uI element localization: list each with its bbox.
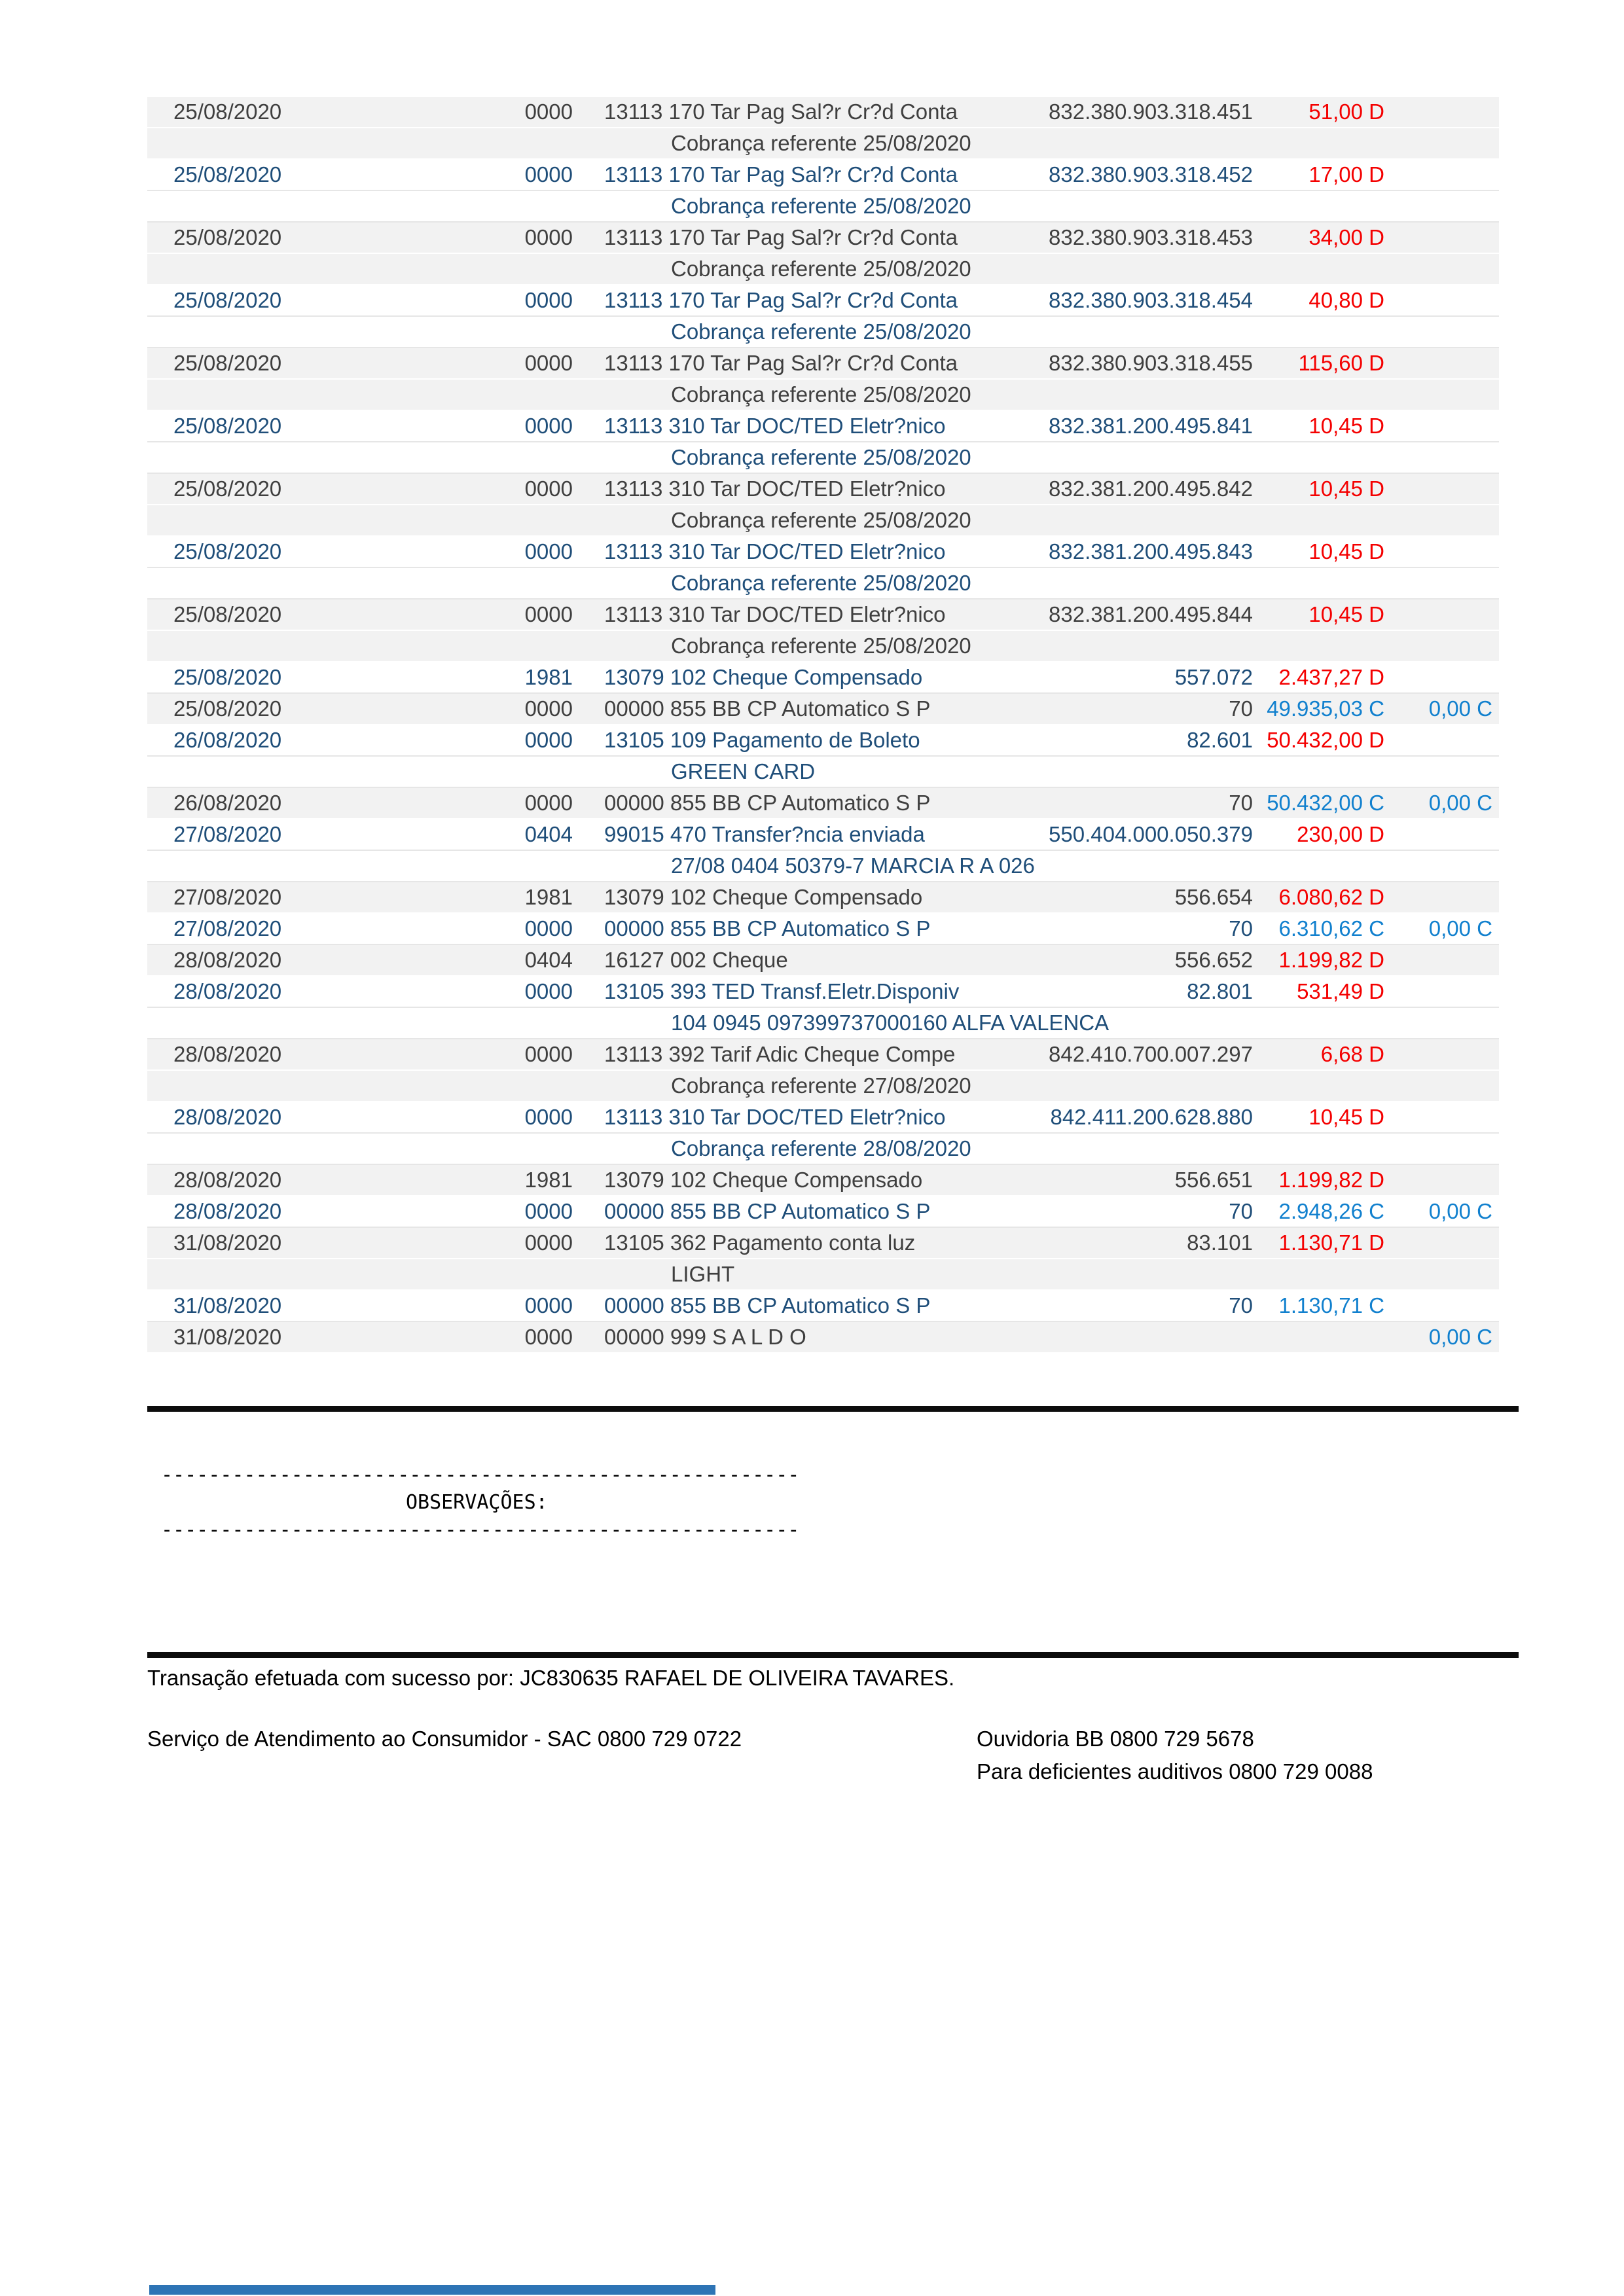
cell-description: 13113 170 Tar Pag Sal?r Cr?d Conta — [604, 288, 958, 312]
cell-date: 25/08/2020 — [173, 162, 282, 187]
cell-balance — [1391, 600, 1492, 630]
cell-amount: 1.199,82 D — [1278, 1168, 1384, 1192]
table-note-row — [147, 442, 1499, 474]
cell-date: 25/08/2020 — [173, 539, 282, 564]
cell-document-number: 832.381.200.495.844 — [1049, 602, 1253, 626]
cell-date: 28/08/2020 — [173, 948, 282, 972]
table-note-row — [147, 851, 1499, 882]
cell-note-text: Cobrança referente 25/08/2020 — [671, 571, 971, 595]
cell-note-text: Cobrança referente 28/08/2020 — [671, 1136, 971, 1160]
cell-date: 28/08/2020 — [173, 979, 282, 1003]
cell-note-text: Cobrança referente 25/08/2020 — [671, 508, 971, 532]
cell-document-number: 70 — [1229, 1199, 1253, 1223]
cell-description: 00000 855 BB CP Automatico S P — [604, 916, 931, 941]
cell-date: 25/08/2020 — [173, 696, 282, 721]
cell-description: 99015 470 Transfer?ncia enviada — [604, 822, 925, 846]
cell-date: 31/08/2020 — [173, 1325, 282, 1349]
table-row — [147, 788, 1499, 819]
table-note-row — [147, 568, 1499, 600]
cell-balance — [1391, 474, 1492, 504]
cell-document-number: 832.380.903.318.451 — [1049, 99, 1253, 124]
cell-amount: 49.935,03 C — [1267, 696, 1384, 721]
cell-agency: 0000 — [524, 162, 573, 187]
deaf-phone-line: Para deficientes auditivos 0800 729 0088 — [977, 1759, 1373, 1784]
cell-date: 25/08/2020 — [173, 476, 282, 501]
cell-agency: 1981 — [524, 665, 573, 689]
cell-note-text: Cobrança referente 25/08/2020 — [671, 194, 971, 218]
cell-balance — [1391, 348, 1492, 378]
cell-document-number: 832.380.903.318.455 — [1049, 351, 1253, 375]
cell-agency: 1981 — [524, 885, 573, 909]
cell-amount: 10,45 D — [1308, 476, 1384, 501]
cell-document-number: 70 — [1229, 916, 1253, 941]
cell-agency: 0000 — [524, 1199, 573, 1223]
cell-date: 25/08/2020 — [173, 225, 282, 249]
cell-agency: 0000 — [524, 414, 573, 438]
table-row — [147, 474, 1499, 505]
cell-balance — [1391, 537, 1492, 567]
cell-note-text: LIGHT — [671, 1262, 735, 1286]
cell-amount: 10,45 D — [1308, 1105, 1384, 1129]
cell-description: 13079 102 Cheque Compensado — [604, 885, 923, 909]
table-row — [147, 97, 1499, 128]
table-row — [147, 945, 1499, 977]
cell-note-text: Cobrança referente 25/08/2020 — [671, 382, 971, 406]
cell-amount: 6,68 D — [1320, 1042, 1384, 1066]
cell-agency: 1981 — [524, 1168, 573, 1192]
table-row — [147, 160, 1499, 191]
cell-document-number: 557.072 — [1174, 665, 1253, 689]
cell-amount: 6.080,62 D — [1278, 885, 1384, 909]
table-row — [147, 1102, 1499, 1134]
cell-note-text: GREEN CARD — [671, 759, 816, 783]
cell-description: 13113 310 Tar DOC/TED Eletr?nico — [604, 414, 946, 438]
table-note-row — [147, 128, 1499, 160]
cell-date: 28/08/2020 — [173, 1199, 282, 1223]
bottom-accent-bar — [149, 2285, 715, 2295]
transactions-table — [147, 97, 1499, 1354]
cell-amount: 10,45 D — [1308, 602, 1384, 626]
cell-amount: 17,00 D — [1308, 162, 1384, 187]
table-row — [147, 819, 1499, 851]
cell-document-number: 556.654 — [1174, 885, 1253, 909]
cell-description: 13113 392 Tarif Adic Cheque Compe — [604, 1042, 956, 1066]
cell-document-number: 70 — [1229, 791, 1253, 815]
table-note-row — [147, 1071, 1499, 1102]
cell-balance — [1391, 662, 1492, 692]
cell-note-text: Cobrança referente 25/08/2020 — [671, 445, 971, 469]
cell-note-text: Cobrança referente 25/08/2020 — [671, 634, 971, 658]
cell-note-text: Cobrança referente 25/08/2020 — [671, 257, 971, 281]
cell-description: 13113 170 Tar Pag Sal?r Cr?d Conta — [604, 162, 958, 187]
cell-agency: 0000 — [524, 476, 573, 501]
table-row — [147, 537, 1499, 568]
cell-description: 13113 170 Tar Pag Sal?r Cr?d Conta — [604, 351, 958, 375]
cell-balance: 0,00 C — [1428, 1325, 1492, 1349]
cell-note-text: 27/08 0404 50379-7 MARCIA R A 026 — [671, 853, 1035, 878]
ouvidoria-phone-line: Ouvidoria BB 0800 729 5678 — [977, 1727, 1254, 1751]
cell-balance — [1391, 882, 1492, 912]
cell-date: 25/08/2020 — [173, 414, 282, 438]
cell-balance — [1391, 945, 1492, 975]
cell-description: 13079 102 Cheque Compensado — [604, 1168, 923, 1192]
cell-document-number: 832.380.903.318.454 — [1049, 288, 1253, 312]
cell-date: 31/08/2020 — [173, 1230, 282, 1255]
cell-note-text: Cobrança referente 25/08/2020 — [671, 131, 971, 155]
cell-amount: 6.310,62 C — [1278, 916, 1384, 941]
table-row — [147, 662, 1499, 694]
cell-description: 13113 310 Tar DOC/TED Eletr?nico — [604, 476, 946, 501]
cell-document-number: 82.601 — [1187, 728, 1253, 752]
cell-date: 28/08/2020 — [173, 1042, 282, 1066]
cell-date: 26/08/2020 — [173, 728, 282, 752]
table-row — [147, 914, 1499, 945]
cell-agency: 0000 — [524, 728, 573, 752]
transaction-success-message: Transação efetuada com sucesso por: JC830635 RAFAEL DE OLIVEIRA TAVARES. — [147, 1666, 955, 1690]
cell-agency: 0000 — [524, 1105, 573, 1129]
cell-date: 25/08/2020 — [173, 665, 282, 689]
cell-date: 31/08/2020 — [173, 1293, 282, 1318]
cell-amount: 34,00 D — [1308, 225, 1384, 249]
cell-agency: 0000 — [524, 979, 573, 1003]
cell-balance — [1391, 725, 1492, 755]
cell-date: 25/08/2020 — [173, 351, 282, 375]
cell-agency: 0000 — [524, 1042, 573, 1066]
cell-amount: 50.432,00 D — [1267, 728, 1384, 752]
cell-agency: 0000 — [524, 791, 573, 815]
cell-agency: 0000 — [524, 288, 573, 312]
cell-balance: 0,00 C — [1428, 1199, 1492, 1223]
table-row — [147, 600, 1499, 631]
cell-note-text: 104 0945 097399737000160 ALFA VALENCA — [671, 1011, 1110, 1035]
table-row — [147, 1291, 1499, 1322]
cell-description: 13105 393 TED Transf.Eletr.Disponiv — [604, 979, 960, 1003]
cell-amount: 2.948,26 C — [1278, 1199, 1384, 1223]
cell-balance — [1391, 1291, 1492, 1321]
cell-document-number: 550.404.000.050.379 — [1049, 822, 1253, 846]
observations-dash-bottom: ------------------------------------------------------ — [161, 1518, 800, 1541]
cell-document-number: 82.801 — [1187, 979, 1253, 1003]
cell-date: 25/08/2020 — [173, 288, 282, 312]
cell-balance — [1391, 977, 1492, 1007]
cell-agency: 0000 — [524, 916, 573, 941]
table-row — [147, 1039, 1499, 1071]
cell-document-number: 832.380.903.318.453 — [1049, 225, 1253, 249]
cell-amount: 230,00 D — [1297, 822, 1384, 846]
cell-note-text: Cobrança referente 25/08/2020 — [671, 319, 971, 344]
cell-date: 28/08/2020 — [173, 1105, 282, 1129]
cell-description: 13113 310 Tar DOC/TED Eletr?nico — [604, 602, 946, 626]
cell-agency: 0000 — [524, 351, 573, 375]
table-row — [147, 1165, 1499, 1196]
cell-balance: 0,00 C — [1428, 791, 1492, 815]
cell-date: 25/08/2020 — [173, 602, 282, 626]
cell-description: 13105 109 Pagamento de Boleto — [604, 728, 920, 752]
table-note-row — [147, 254, 1499, 285]
cell-balance — [1391, 1102, 1492, 1132]
table-row — [147, 725, 1499, 757]
cell-amount: 1.130,71 C — [1278, 1293, 1384, 1318]
cell-document-number: 83.101 — [1187, 1230, 1253, 1255]
cell-document-number: 832.381.200.495.843 — [1049, 539, 1253, 564]
cell-document-number: 556.652 — [1174, 948, 1253, 972]
cell-balance — [1391, 97, 1492, 127]
cell-agency: 0000 — [524, 1293, 573, 1318]
cell-description: 13113 170 Tar Pag Sal?r Cr?d Conta — [604, 225, 958, 249]
table-note-row — [147, 1134, 1499, 1165]
table-note-row — [147, 191, 1499, 223]
cell-description: 13105 362 Pagamento conta luz — [604, 1230, 916, 1255]
cell-description: 13113 310 Tar DOC/TED Eletr?nico — [604, 1105, 946, 1129]
cell-document-number: 70 — [1229, 1293, 1253, 1318]
cell-agency: 0000 — [524, 602, 573, 626]
cell-balance — [1391, 160, 1492, 190]
cell-amount: 1.130,71 D — [1278, 1230, 1384, 1255]
cell-amount: 2.437,27 D — [1278, 665, 1384, 689]
table-bottom-rule — [147, 1406, 1519, 1412]
cell-balance — [1391, 1165, 1492, 1195]
table-row — [147, 694, 1499, 725]
cell-agency: 0000 — [524, 99, 573, 124]
cell-description: 00000 855 BB CP Automatico S P — [604, 791, 931, 815]
cell-amount: 10,45 D — [1308, 414, 1384, 438]
cell-agency: 0000 — [524, 1325, 573, 1349]
table-note-row — [147, 631, 1499, 662]
table-note-row — [147, 380, 1499, 411]
cell-balance — [1391, 1039, 1492, 1069]
table-row — [147, 1196, 1499, 1228]
cell-date: 25/08/2020 — [173, 99, 282, 124]
cell-agency: 0404 — [524, 822, 573, 846]
table-row — [147, 411, 1499, 442]
footer-rule — [147, 1652, 1519, 1658]
table-row — [147, 1228, 1499, 1259]
cell-balance — [1391, 285, 1492, 315]
cell-note-text: Cobrança referente 27/08/2020 — [671, 1073, 971, 1098]
cell-amount: 10,45 D — [1308, 539, 1384, 564]
table-row — [147, 977, 1499, 1008]
table-row — [147, 882, 1499, 914]
cell-document-number: 842.411.200.628.880 — [1050, 1105, 1253, 1129]
cell-description: 00000 855 BB CP Automatico S P — [604, 696, 931, 721]
table-note-row — [147, 317, 1499, 348]
cell-amount: 50.432,00 C — [1267, 791, 1384, 815]
cell-description: 00000 855 BB CP Automatico S P — [604, 1293, 931, 1318]
table-row — [147, 285, 1499, 317]
cell-document-number: 556.651 — [1174, 1168, 1253, 1192]
cell-agency: 0000 — [524, 225, 573, 249]
cell-document-number — [933, 1322, 1253, 1352]
cell-description: 00000 855 BB CP Automatico S P — [604, 1199, 931, 1223]
cell-agency: 0404 — [524, 948, 573, 972]
sac-phone-line: Serviço de Atendimento ao Consumidor - SAC 0800 729 0722 — [147, 1727, 742, 1751]
cell-amount: 40,80 D — [1308, 288, 1384, 312]
cell-date: 27/08/2020 — [173, 916, 282, 941]
cell-date: 27/08/2020 — [173, 885, 282, 909]
table-note-row — [147, 1008, 1499, 1039]
cell-date: 27/08/2020 — [173, 822, 282, 846]
cell-amount: 115,60 D — [1298, 351, 1384, 375]
cell-description: 16127 002 Cheque — [604, 948, 788, 972]
cell-description: 13079 102 Cheque Compensado — [604, 665, 923, 689]
table-note-row — [147, 505, 1499, 537]
cell-amount: 1.199,82 D — [1278, 948, 1384, 972]
table-row — [147, 223, 1499, 254]
cell-amount: 51,00 D — [1308, 99, 1384, 124]
cell-date: 28/08/2020 — [173, 1168, 282, 1192]
cell-balance — [1391, 411, 1492, 441]
cell-description: 13113 170 Tar Pag Sal?r Cr?d Conta — [604, 99, 958, 124]
cell-document-number: 70 — [1229, 696, 1253, 721]
cell-document-number: 832.381.200.495.842 — [1049, 476, 1253, 501]
table-note-row — [147, 757, 1499, 788]
cell-balance: 0,00 C — [1428, 916, 1492, 941]
cell-balance — [1391, 819, 1492, 850]
cell-amount — [1227, 1322, 1384, 1352]
cell-balance — [1391, 1228, 1492, 1258]
cell-agency: 0000 — [524, 696, 573, 721]
observations-dash-top: ------------------------------------------------------ — [161, 1463, 800, 1486]
cell-description: 13113 310 Tar DOC/TED Eletr?nico — [604, 539, 946, 564]
table-row — [147, 1322, 1499, 1354]
cell-agency: 0000 — [524, 539, 573, 564]
table-row — [147, 348, 1499, 380]
cell-amount: 531,49 D — [1297, 979, 1384, 1003]
observations-label: OBSERVAÇÕES: — [406, 1491, 548, 1514]
cell-balance — [1391, 223, 1492, 253]
cell-description: 00000 999 S A L D O — [604, 1325, 806, 1349]
cell-agency: 0000 — [524, 1230, 573, 1255]
cell-document-number: 832.381.200.495.841 — [1049, 414, 1253, 438]
cell-document-number: 832.380.903.318.452 — [1049, 162, 1253, 187]
table-note-row — [147, 1259, 1499, 1291]
cell-date: 26/08/2020 — [173, 791, 282, 815]
cell-balance: 0,00 C — [1428, 696, 1492, 721]
cell-document-number: 842.410.700.007.297 — [1049, 1042, 1253, 1066]
